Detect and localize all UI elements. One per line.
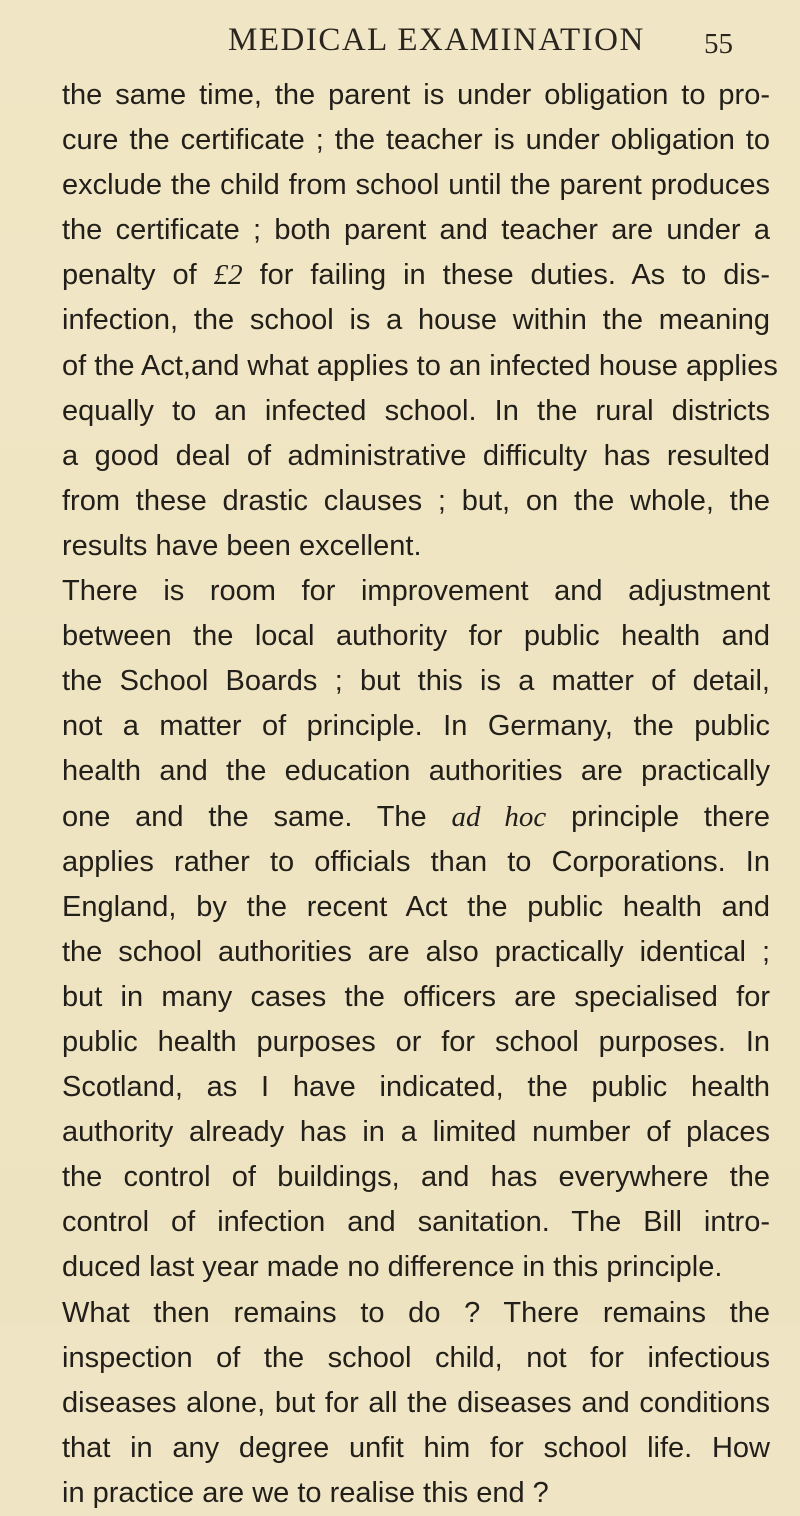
text-line: infection, the school is a house within the meaning: [62, 304, 770, 337]
text-segment: one and the same. The: [62, 800, 452, 833]
text-line: exclude the child from school until the parent produces: [62, 169, 770, 202]
text-line: of the Act,and what applies to an infected house applies: [62, 349, 778, 382]
text-line: diseases alone, but for all the diseases and conditions: [62, 1386, 770, 1419]
text-line: the same time, the parent is under obligation to pro-: [62, 79, 770, 111]
text-line-with-currency: [62, 253, 770, 298]
text-line: cure the certificate ; the teacher is under obligation to: [62, 124, 770, 157]
text-line: control of infection and sanitation. The Bill intro-: [62, 1206, 770, 1239]
text-line: from these drastic clauses ; but, on the whole, the: [62, 484, 770, 517]
text-segment: principle there: [546, 800, 770, 833]
text-line: the School Boards ; but this is a matter of detail,: [62, 665, 770, 698]
text-line: England, by the recent Act the public health and: [62, 890, 770, 923]
text-line: equally to an infected school. In the rural districts: [62, 394, 770, 427]
running-head: [0, 18, 800, 68]
text-line-with-italic: [62, 795, 770, 840]
pound-amount: £2: [213, 259, 243, 292]
text-line: the certificate ; both parent and teacher are under a: [62, 214, 770, 247]
body-text: [62, 73, 778, 1516]
page-number: 55: [704, 28, 733, 60]
text-line: authority already has in a limited number of places: [62, 1116, 770, 1149]
text-line: in practice are we to realise this end ?: [62, 1476, 549, 1509]
text-line: the school authorities are also practically identical ;: [62, 935, 770, 968]
text-line: results have been excellent.: [62, 529, 422, 562]
paragraph-start: There is room for improvement and adjustment: [62, 575, 770, 608]
text-line: between the local authority for public health and: [62, 620, 770, 653]
text-segment: for failing in these duties. As to dis-: [242, 259, 770, 292]
text-line: but in many cases the officers are specialised for: [62, 980, 770, 1013]
text-line: public health purposes or for school purposes. In: [62, 1025, 770, 1058]
text-line: the control of buildings, and has everywhere the: [62, 1161, 770, 1194]
text-line: inspection of the school child, not for infectious: [62, 1341, 770, 1374]
text-line: applies rather to officials than to Corporations. In: [62, 845, 770, 878]
text-line: duced last year made no difference in this principle.: [62, 1251, 723, 1284]
running-title: MEDICAL EXAMINATION: [228, 22, 645, 58]
text-segment: penalty of: [62, 259, 214, 292]
paragraph-start: What then remains to do ? There remains the: [62, 1296, 770, 1329]
text-line: not a matter of principle. In Germany, the public: [62, 710, 770, 743]
text-line: health and the education authorities are practically: [62, 755, 770, 788]
italic-phrase: ad hoc: [451, 800, 547, 833]
text-line: a good deal of administrative difficulty has resulted: [62, 439, 770, 472]
text-line: Scotland, as I have indicated, the public health: [62, 1071, 770, 1104]
text-line: that in any degree unfit him for school life. How: [62, 1431, 770, 1464]
